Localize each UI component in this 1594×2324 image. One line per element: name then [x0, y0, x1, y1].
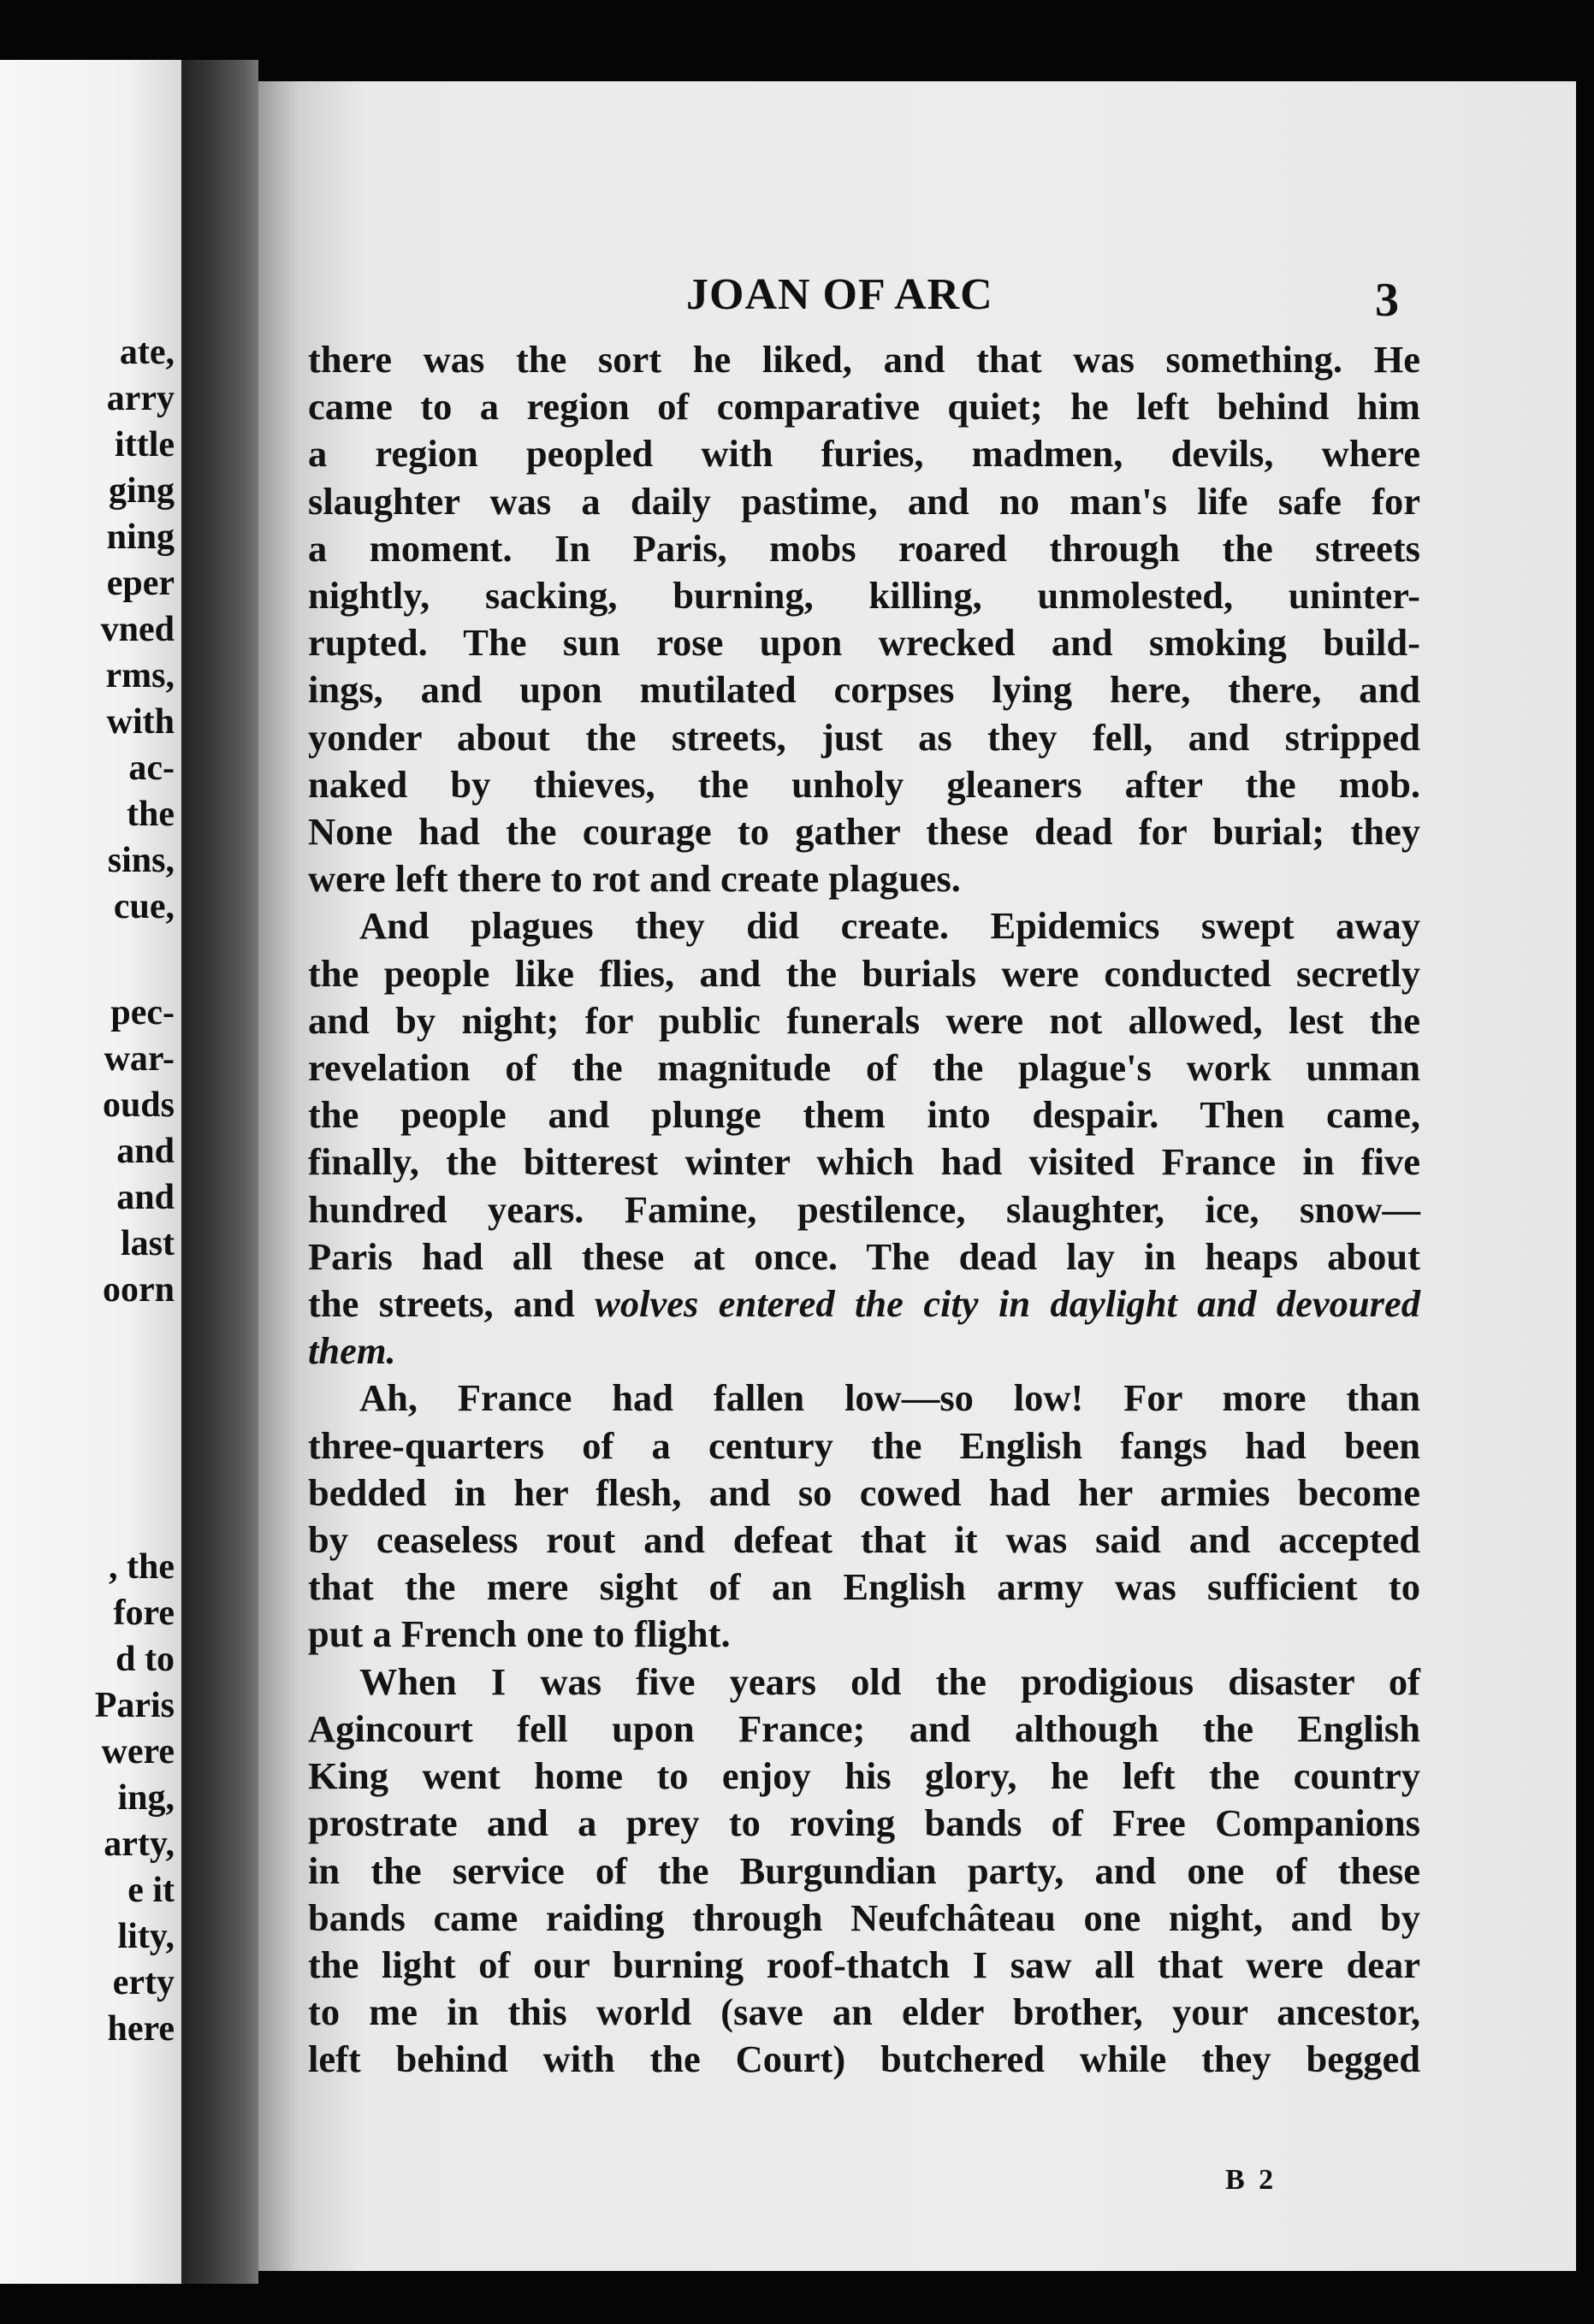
- italic-emphasis: them.: [308, 1329, 396, 1373]
- left-page-fragment: oorn: [103, 1270, 175, 1310]
- left-page-fragment: d to: [116, 1640, 175, 1679]
- text-line: finally, the bitterest winter which had visited France in five: [308, 1140, 1420, 1184]
- left-page-fragment: vned: [100, 610, 175, 649]
- text-line: prostrate and a prey to roving bands of Free Companions: [308, 1801, 1420, 1845]
- left-page-fragment: war-: [104, 1039, 175, 1079]
- text-line: the people and plunge them into despair. Then came,: [308, 1093, 1420, 1137]
- left-page-fragment: eper: [106, 564, 175, 603]
- left-page-fragment: arry: [106, 379, 175, 418]
- text-line: slaughter was a daily pastime, and no man's life safe for: [308, 479, 1420, 523]
- text-line: left behind with the Court) butchered while they begged: [308, 2037, 1420, 2081]
- left-page-fragment: ning: [106, 517, 175, 557]
- text-line: hundred years. Famine, pestilence, slaughter, ice, snow—: [308, 1187, 1420, 1231]
- text-line: nightly, sacking, burning, killing, unmolested, uninter-: [308, 574, 1420, 618]
- left-page-fragment: erty: [112, 1963, 175, 2002]
- left-page-fragment: the: [127, 795, 175, 834]
- left-page-fragment: e it: [127, 1871, 175, 1910]
- left-page-fragment: last: [121, 1224, 175, 1263]
- text-line: a region peopled with furies, madmen, devils, where: [308, 432, 1420, 476]
- text-line: the people like flies, and the burials were conducted secretly: [308, 951, 1420, 995]
- left-page-fragment: ac-: [128, 748, 175, 788]
- left-page-fragment: pec-: [110, 993, 175, 1032]
- left-page-fragment: here: [107, 2009, 175, 2049]
- text-line: rupted. The sun rose upon wrecked and smoking build-: [308, 621, 1420, 665]
- text-line: were left there to rot and create plagues.: [308, 857, 961, 901]
- text-line: put a French one to flight.: [308, 1612, 731, 1656]
- left-page-fragment: arty,: [104, 1824, 175, 1864]
- page-body-text: [308, 336, 1420, 2084]
- text-line: a moment. In Paris, mobs roared through the streets: [308, 526, 1420, 570]
- text-line: naked by thieves, the unholy gleaners after the mob.: [308, 762, 1420, 806]
- printer-signature-mark: B 2: [1225, 2164, 1277, 2196]
- left-page-fragment: rms,: [105, 656, 175, 695]
- text-line: And plagues they did create. Epidemics swept away: [359, 904, 1420, 948]
- left-page-fragment: ing,: [117, 1778, 175, 1818]
- text-line: revelation of the magnitude of the plague's work unman: [308, 1046, 1420, 1090]
- text-line: by ceaseless rout and defeat that it was said and accepted: [308, 1518, 1420, 1562]
- text-line: bands came raiding through Neufchâteau one night, and by: [308, 1895, 1420, 1939]
- text-line: Ah, France had fallen low—so low! For more than: [359, 1376, 1420, 1420]
- text-line: King went home to enjoy his glory, he left the country: [308, 1754, 1420, 1798]
- text-line: bedded in her flesh, and so cowed had her armies become: [308, 1470, 1420, 1514]
- text-line: and by night; for public funerals were not allowed, lest the: [308, 998, 1420, 1042]
- right-page: [258, 81, 1576, 2271]
- text-line: None had the courage to gather these dead for burial; they: [308, 810, 1420, 854]
- left-page-fragment: cue,: [113, 887, 175, 926]
- left-page-fragment: ouds: [102, 1085, 175, 1125]
- text-line: ings, and upon mutilated corpses lying here, there, and: [308, 668, 1420, 712]
- left-page-fragment: lity,: [117, 1917, 175, 1956]
- italic-emphasis: wolves entered the city in daylight and devoured: [595, 1282, 1420, 1326]
- left-page-fragment: ging: [108, 471, 175, 511]
- book-gutter-shadow: [181, 60, 258, 2284]
- running-title: JOAN OF ARC: [686, 270, 993, 319]
- left-page-fragment: , the: [109, 1547, 175, 1587]
- left-page-fragment: ittle: [115, 425, 175, 464]
- left-facing-page: [0, 60, 181, 2284]
- text-line: came to a region of comparative quiet; he left behind him: [308, 385, 1420, 429]
- text-line: yonder about the streets, just as they fell, and stripped: [308, 715, 1420, 759]
- text-line: that the mere sight of an English army was sufficient to: [308, 1565, 1420, 1609]
- text-line: the light of our burning roof-thatch I saw all that were dear: [308, 1943, 1420, 1986]
- text-line: three-quarters of a century the English fangs had been: [308, 1423, 1420, 1467]
- left-page-fragment: were: [101, 1732, 175, 1771]
- text-line-start: the streets, and: [308, 1282, 575, 1326]
- text-line: [308, 1280, 1420, 1328]
- text-line: there was the sort he liked, and that was something. He: [308, 338, 1420, 381]
- text-line: to me in this world (save an elder brother, your ancestor,: [308, 1990, 1420, 2034]
- text-line: When I was five years old the prodigious disaster of: [359, 1659, 1420, 1703]
- left-page-fragment: with: [106, 702, 175, 742]
- text-line: Agincourt fell upon France; and although the English: [308, 1706, 1420, 1750]
- left-page-fragment: sins,: [107, 841, 175, 880]
- page-header: [258, 261, 1576, 338]
- text-line: in the service of the Burgundian party, and one of these: [308, 1848, 1420, 1892]
- text-line: Paris had all these at once. The dead lay in heaps about: [308, 1234, 1420, 1278]
- page-number: 3: [1375, 274, 1399, 327]
- left-page-fragment: ate,: [119, 333, 175, 372]
- left-page-fragment: and: [116, 1178, 175, 1217]
- left-page-fragment: and: [116, 1132, 175, 1171]
- left-page-fragment: fore: [113, 1594, 175, 1633]
- text-line: [308, 1328, 1420, 1375]
- left-page-fragment: Paris: [94, 1686, 175, 1725]
